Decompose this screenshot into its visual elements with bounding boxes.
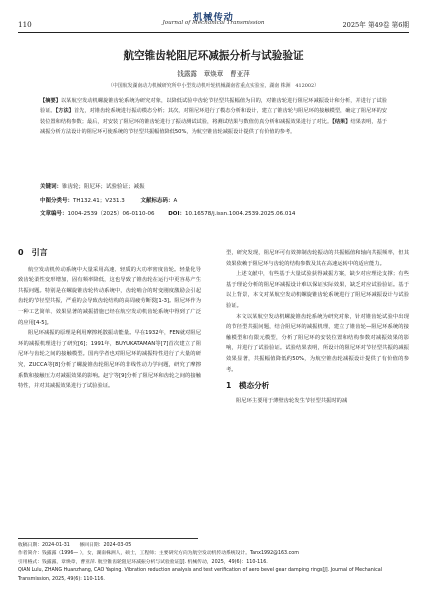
doc-code-value: A xyxy=(173,198,178,204)
received-dates: 收稿日期：2024-01-31 修回日期：2024-03-05 xyxy=(18,543,132,548)
classification-line xyxy=(40,196,387,204)
doc-code-label: 文献标志码： xyxy=(140,198,174,204)
footnote-rule xyxy=(18,538,198,539)
abstract-text-2: 首先，对锥齿轮系统进行振动模态分析；其次，对阻尼环进行了模态分析和设计，建立了锥齿轮与阻尼环的接触模型，确定了阻尼环的安装位置和结构参数；最后，对安装了阻尼环的锥齿轮进行了振动测试试验，将测试结果与数值仿真分析和减振效果进行了对比。 xyxy=(40,108,387,125)
clc-label: 中图分类号： xyxy=(40,198,74,204)
left-column xyxy=(18,248,201,392)
abstract-text-1: 以某航空发动机螺旋锥齿轮系统为研究对象，以降低试验中齿轮节径型共振幅值为目的，对锥齿轮进行阻尼环减振设计和分析，并进行了试验验证。 xyxy=(40,98,387,115)
intro-paragraph-1: 航空发动机传动系统中大量采用高速、轻质的大功率密度齿轮。轻量化导致齿轮柔性变形增加，固有频率降低，这也导致了锥齿轮在运行中更容易产生共振问题。特别是在螺旋锥齿轮传动系统中，齿轮啮合的时变刚度激励会引起齿轮的节径型共振，严重的会导致齿轮结构的高周疲劳断裂[1-3]。阻尼环作为一种工艺简单、效果显著的减振措施已经在航空发动机齿轮系统中得到了广泛的应用[4-5]。 xyxy=(18,266,201,326)
page-header xyxy=(18,6,409,33)
right-paragraph-1: 型，研究发现，阻尼环可有效抑制齿轮振动的共振幅值和轴向共振频率，但其效果依赖于阻尼环与齿轮的结构参数及其在高速运转中的适应能力。 xyxy=(226,250,409,267)
author-info: 作者简介：钱露露（1996— ），女，湖南株洲人，硕士，工程师；主要研究方向为航空发动机传动系统设计。Tanx1992@163.com xyxy=(18,551,299,557)
clc-value: TH132.41；V231.3 xyxy=(73,198,125,204)
method-tag: 【方法】 xyxy=(55,108,74,115)
keywords xyxy=(40,182,387,190)
abstract xyxy=(40,96,387,137)
article-number-label: 文章编号： xyxy=(40,211,68,217)
article-id-line xyxy=(40,209,387,217)
author-list: 钱露露 章焕章 曹亚萍 xyxy=(177,70,250,78)
keywords-text: 锥齿轮；阻尼环；试验验证；减振 xyxy=(62,184,145,190)
result-tag: 【结果】 xyxy=(332,118,351,125)
keywords-label: 关键词： xyxy=(40,184,63,190)
right-column xyxy=(226,248,409,406)
doi-value: 10.16578/j.issn.1004.2539.2025.06.014 xyxy=(185,211,296,217)
journal-title-cn: 机械传动 xyxy=(193,12,234,23)
section-heading-modal: 1 模态分析 xyxy=(226,381,270,391)
intro-paragraph-2: 阻尼环减振的原理是利用摩擦耗散振动能量。早在1932年，FEN就对阻尼环的减振机理进行了研究[6]；1991年，BUYUKATAMAN等[7]首次建立了阻尼环与齿轮之间的接触模型。国内学者也对阻尼环的减振特性进行了大量的研究，ZUCCA等[8]分析了螺旋锥齿轮阻尼环的非线性动力学问题，研究了摩擦系数和接触压力对减振效果的影响。赵宁等[9]分析了阻尼环和齿轮之间的接触特性，并对其减振效果进行了试验验证。 xyxy=(18,330,201,390)
footnote-block xyxy=(18,538,409,584)
section-heading-intro: 0 引言 xyxy=(18,248,48,257)
citation-en: QIAN Lulu, ZHANG Huanzhang, CAO Yaping. Vibration reduction analysis and test verification of aero bevel gear damping rings[J]. Journal of Mechanical Transmission, 2025, 49(6): 110-116. xyxy=(18,568,382,582)
abstract-text-3: 结果表明，基于减振分析方法设计的阻尼环可使系统的节径型共振幅值降低50%，为航空锥齿轮减振设计提供了有价值的参考。 xyxy=(40,118,387,135)
issue-info: 2025年 第49卷 第6期 xyxy=(342,21,409,29)
abstract-tag: 【摘要】 xyxy=(40,98,62,104)
journal-title-en: Journal of Mechanical Transmission xyxy=(162,20,265,26)
paper-title: 航空锥齿轮阻尼环减振分析与试验验证 xyxy=(123,50,304,62)
citation-cn: 引用格式：钱露露，章焕章，曹亚萍. 航空锥齿轮阻尼环减振分析与试验验证[J]. 机械传动，2025，49(6)：110-116. xyxy=(18,559,268,565)
right-paragraph-4: 阻尼环主要用于薄壁齿轮发生节径型共振时的减 xyxy=(236,397,348,404)
right-paragraph-3: 本文以某航空发动机螺旋锥齿轮系统为研究对象，针对锥齿轮试验中出现的节径型共振问题，结合阻尼环的减振机理，建立了锥齿轮—阻尼环系统的接触模型和有限元模型，分析了阻尼环的安装位置和结构参数对减振效果的影响，并进行了试验验证。试验结果表明，所设计的阻尼环对节径型共振的减振效果显著，共振幅值降低约50%，为航空锥齿轮减振设计提供了有价值的参考。 xyxy=(226,313,409,373)
article-number-value: 1004-2539（2025）06-0110-06 xyxy=(67,211,155,217)
doi-label: DOI： xyxy=(168,211,186,217)
page-number: 110 xyxy=(18,20,32,29)
right-paragraph-2: 上述文献中，有些基于大量试验获得减振方案，缺少对应理论支撑；有些基于理论分析的阻尼环减振设计难以保证实际效果，缺乏对应试验验证。基于以上背景，本文对某航空发动机螺旋锥齿轮系统进行了阻尼环减振设计与试验验证。 xyxy=(226,271,409,309)
affiliation: （中国航发湖南动力机械研究所中小型发动机叶轮机械湖南省重点实验室，湖南 株洲 412002） xyxy=(108,83,319,89)
